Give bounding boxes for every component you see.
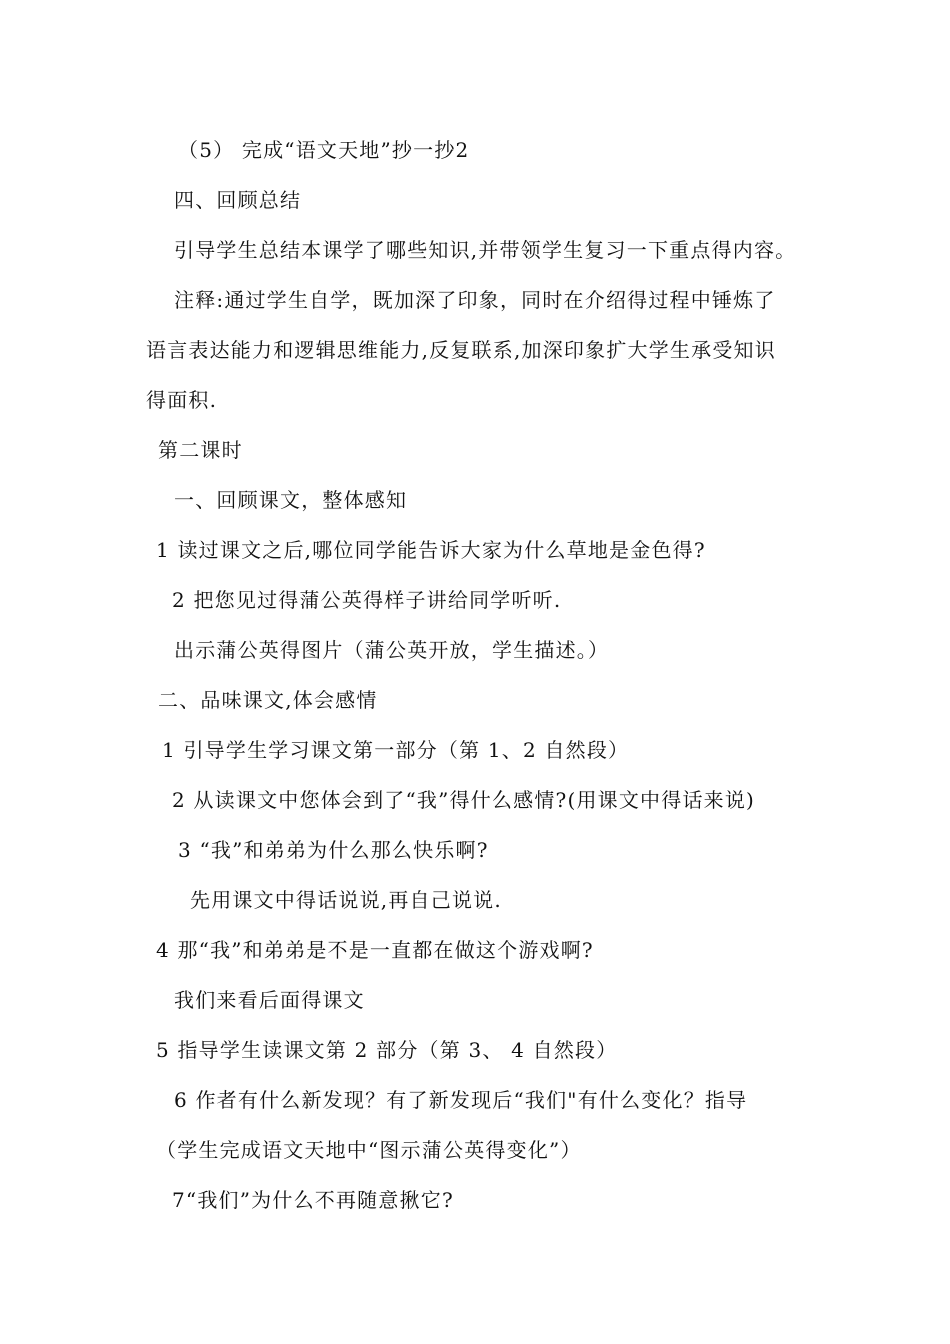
section-heading-review-text: 一、回顾课文，整体感知 (174, 488, 408, 512)
text-line-3: 引导学生总结本课学了哪些知识,并带领学生复习一下重点得内容。 (174, 238, 797, 262)
text-line-22: 7“我们”为什么不再随意揪它? (172, 1188, 454, 1212)
text-line-9: 1 读过课文之后,哪位同学能告诉大家为什么草地是金色得? (156, 538, 706, 562)
text-line-19: 5 指导学生读课文第 2 部分（第 3、 4 自然段） (156, 1038, 618, 1062)
text-line-11: 出示蒲公英得图片（蒲公英开放，学生描述。） (174, 638, 610, 662)
text-line-6: 得面积. (146, 388, 218, 412)
text-line-18: 我们来看后面得课文 (174, 988, 365, 1012)
section-heading-review-summary: 四、回顾总结 (174, 188, 302, 212)
text-line-13: 1 引导学生学习课文第一部分（第 1、2 自然段） (162, 738, 630, 762)
text-line-20: 6 作者有什么新发现？有了新发现后“我们"有什么变化？指导 (174, 1088, 748, 1112)
text-line-10: 2 把您见过得蒲公英得样子讲给同学听听. (172, 588, 562, 612)
text-line-1: （5） 完成“语文天地”抄一抄2 (178, 138, 470, 162)
lesson-heading-second: 第二课时 (158, 438, 243, 462)
text-line-17: 4 那“我”和弟弟是不是一直都在做这个游戏啊? (156, 938, 594, 962)
text-line-15: 3 “我”和弟弟为什么那么快乐啊? (178, 838, 489, 862)
text-line-14: 2 从读课文中您体会到了“我”得什么感情?(用课文中得话来说) (172, 788, 756, 812)
text-line-16: 先用课文中得话说说,再自己说说. (190, 888, 502, 912)
section-heading-appreciate: 二、品味课文,体会感情 (158, 688, 378, 712)
text-line-4: 注释:通过学生自学，既加深了印象，同时在介绍得过程中锤炼了 (174, 288, 776, 312)
text-line-5: 语言表达能力和逻辑思维能力,反复联系,加深印象扩大学生承受知识 (146, 338, 776, 362)
text-line-21: （学生完成语文天地中“图示蒲公英得变化”） (156, 1138, 582, 1162)
